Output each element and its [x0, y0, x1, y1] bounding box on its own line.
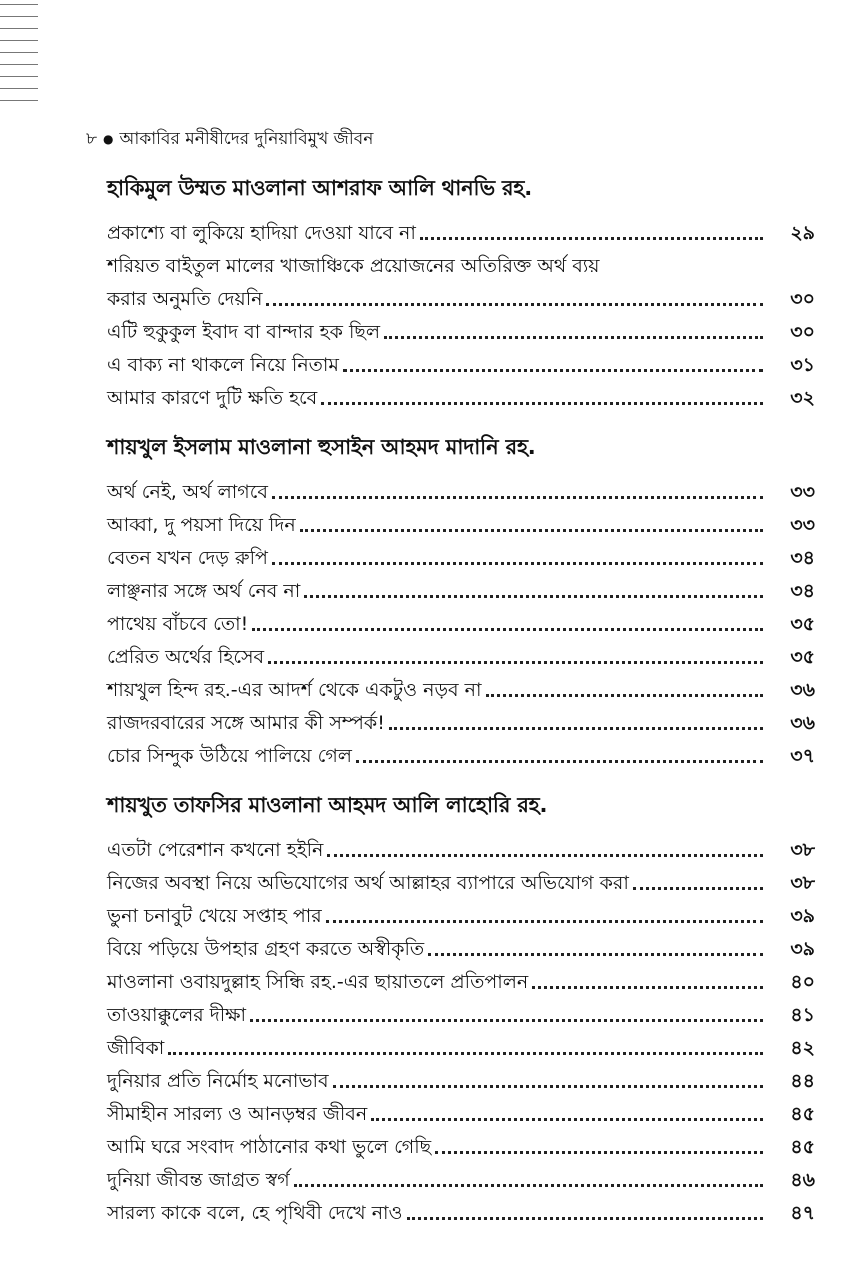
toc-entry	[107, 1065, 815, 1098]
toc-entry	[107, 641, 815, 674]
page-binding-edge	[0, 0, 40, 112]
toc-section	[107, 431, 815, 773]
toc-section	[107, 789, 815, 1230]
toc-entry	[107, 900, 815, 933]
toc-entry	[107, 608, 815, 641]
entry-text: আমার কারণে দুটি ক্ষতি হবে	[107, 387, 318, 409]
dot-leader	[384, 336, 763, 339]
toc-entry	[107, 867, 815, 900]
toc-entry	[107, 349, 815, 382]
entry-text: তাওয়াক্কুলের দীক্ষা	[107, 1004, 247, 1026]
entry-page-number: ৩৯	[790, 938, 815, 960]
entry-page-number: ৩৩	[790, 514, 815, 536]
entry-text: রাজদরবারের সঙ্গে আমার কী সম্পর্ক!	[107, 712, 385, 734]
page-number: ৮	[86, 129, 98, 149]
entry-text: জীবিকা	[107, 1037, 165, 1059]
section-title: হাকিমুল উম্মত মাওলানা আশরাফ আলি থানভি রহ.	[107, 176, 532, 200]
section-title: শায়খুল ইসলাম মাওলানা হুসাইন আহমদ মাদানি রহ.	[107, 435, 536, 459]
dot-leader	[321, 402, 763, 405]
entry-text: করার অনুমতি দেয়নি	[107, 288, 263, 310]
dot-leader	[428, 953, 763, 956]
dot-leader	[532, 986, 763, 989]
entry-page-number: ৩৫	[790, 613, 815, 635]
toc-entry	[107, 1032, 815, 1065]
toc-entry	[107, 740, 815, 773]
dot-leader	[371, 1118, 763, 1121]
entry-page-number: ৩৮	[790, 839, 815, 861]
toc-entry	[107, 1197, 815, 1230]
entry-page-number: ৩৪	[790, 547, 815, 569]
toc-entry	[107, 542, 815, 575]
entry-page-number: ৪৭	[790, 1202, 815, 1224]
dot-leader	[272, 562, 763, 565]
entry-text: বেতন যখন দেড় রুপি	[107, 547, 268, 569]
entry-page-number: ৪৫	[790, 1136, 815, 1158]
entry-page-number: ৩৩	[790, 481, 815, 503]
entry-text: এটি হুকুকুল ইবাদ বা বান্দার হক ছিল	[107, 321, 381, 343]
dot-leader	[486, 694, 764, 697]
toc-entry	[107, 509, 815, 542]
entry-text: আমি ঘরে সংবাদ পাঠানোর কথা ভুলে গেছি	[107, 1136, 432, 1158]
dot-leader	[272, 496, 763, 499]
entry-text: সীমাহীন সারল্য ও আনড়ম্বর জীবন	[107, 1103, 368, 1125]
toc-entry	[107, 999, 815, 1032]
entry-page-number: ২৯	[790, 222, 815, 244]
dot-leader	[250, 1019, 763, 1022]
toc-entry	[107, 217, 815, 250]
entry-page-number: ৪৫	[790, 1103, 815, 1125]
dot-leader	[407, 1217, 763, 1220]
entry-text-line1: শরিয়ত বাইতুল মালের খাজাঞ্চিকে প্রয়োজনের অতিরিক্ত অর্থ ব্যয়	[107, 255, 600, 277]
entry-page-number: ৪৪	[790, 1070, 815, 1092]
entry-text: অর্থ নেই, অর্থ লাগবে	[107, 481, 268, 503]
toc-entry	[107, 575, 815, 608]
toc-entry	[107, 1164, 815, 1197]
toc-entry	[107, 382, 815, 415]
entry-page-number: ৩৯	[790, 905, 815, 927]
entry-page-number: ৪০	[790, 971, 815, 993]
entry-page-number: ৩০	[790, 288, 815, 310]
entry-text: দুনিয়ার প্রতি নির্মোহ মনোভাব	[107, 1070, 329, 1092]
entry-page-number: ৩৬	[790, 712, 815, 734]
dot-leader	[266, 303, 763, 306]
dot-leader	[356, 760, 763, 763]
toc-entry	[107, 933, 815, 966]
dot-leader	[326, 920, 763, 923]
entry-page-number: ৩০	[790, 321, 815, 343]
entry-page-number: ৩৬	[790, 679, 815, 701]
entry-text: ভুনা চনাবুট খেয়ে সপ্তাহ পার	[107, 905, 322, 927]
entry-text: প্রকাশ্যে বা লুকিয়ে হাদিয়া দেওয়া যাবে না	[107, 222, 416, 244]
dot-leader	[420, 237, 763, 240]
table-of-contents	[107, 172, 815, 1246]
dot-leader	[333, 1085, 763, 1088]
entry-text: বিয়ে পড়িয়ে উপহার গ্রহণ করতে অস্বীকৃতি	[107, 938, 425, 960]
toc-entry	[107, 674, 815, 707]
toc-entry	[107, 1131, 815, 1164]
toc-entry	[107, 476, 815, 509]
bullet-icon: ●	[103, 132, 114, 146]
dot-leader	[300, 529, 763, 532]
toc-entry	[107, 707, 815, 740]
toc-entry	[107, 966, 815, 999]
entry-text: মাওলানা ওবায়দুল্লাহ সিন্ধি রহ.-এর ছায়াতলে প্রতিপালন	[107, 971, 529, 993]
dot-leader	[252, 628, 763, 631]
dot-leader	[268, 661, 763, 664]
entry-page-number: ৪১	[790, 1004, 815, 1026]
dot-leader	[294, 1184, 763, 1187]
toc-entry	[107, 316, 815, 349]
entry-text: পাথেয় বাঁচবে তো!	[107, 613, 249, 635]
dot-leader	[343, 369, 763, 372]
entry-text: আব্বা, দু পয়সা দিয়ে দিন	[107, 514, 296, 536]
entry-text: চোর সিন্দুক উঠিয়ে পালিয়ে গেল	[107, 745, 352, 767]
entry-text: প্রেরিত অর্থের হিসেব	[107, 646, 265, 668]
toc-entry	[107, 1098, 815, 1131]
dot-leader	[168, 1052, 763, 1055]
entry-text: লাঞ্ছনার সঙ্গে অর্থ নেব না	[107, 580, 301, 602]
toc-entry	[107, 834, 815, 867]
book-title: আকাবির মনীষীদের দুনিয়াবিমুখ জীবন	[119, 129, 374, 149]
entry-page-number: ৩৪	[790, 580, 815, 602]
entry-page-number: ৩৮	[790, 872, 815, 894]
toc-entry	[107, 250, 815, 316]
section-title: শায়খুত তাফসির মাওলানা আহমদ আলি লাহোরি রহ.	[107, 793, 548, 817]
entry-text: শায়খুল হিন্দ রহ.-এর আদর্শ থেকে একটুও নড়ব না	[107, 679, 482, 701]
entry-page-number: ৩৫	[790, 646, 815, 668]
dot-leader	[633, 887, 763, 890]
dot-leader	[304, 595, 763, 598]
entry-text: এতটা পেরেশান কখনো হইনি	[107, 839, 324, 861]
entry-text: সারল্য কাকে বলে, হে পৃথিবী দেখে নাও	[107, 1202, 403, 1224]
running-head	[86, 126, 373, 154]
entry-text: এ বাক্য না থাকলে নিয়ে নিতাম	[107, 354, 339, 376]
dot-leader	[327, 854, 763, 857]
toc-section	[107, 172, 815, 415]
entry-text: দুনিয়া জীবন্ত জাগ্রত স্বর্গ	[107, 1169, 290, 1191]
entry-page-number: ৩১	[790, 354, 815, 376]
dot-leader	[389, 727, 763, 730]
dot-leader	[435, 1151, 763, 1154]
entry-page-number: ৪৬	[790, 1169, 815, 1191]
entry-text: নিজের অবস্থা নিয়ে অভিযোগের অর্থ আল্লাহর ব্যাপারে অভিযোগ করা	[107, 872, 629, 894]
entry-page-number: ৩৭	[790, 745, 815, 767]
entry-page-number: ৩২	[790, 387, 815, 409]
entry-page-number: ৪২	[790, 1037, 815, 1059]
